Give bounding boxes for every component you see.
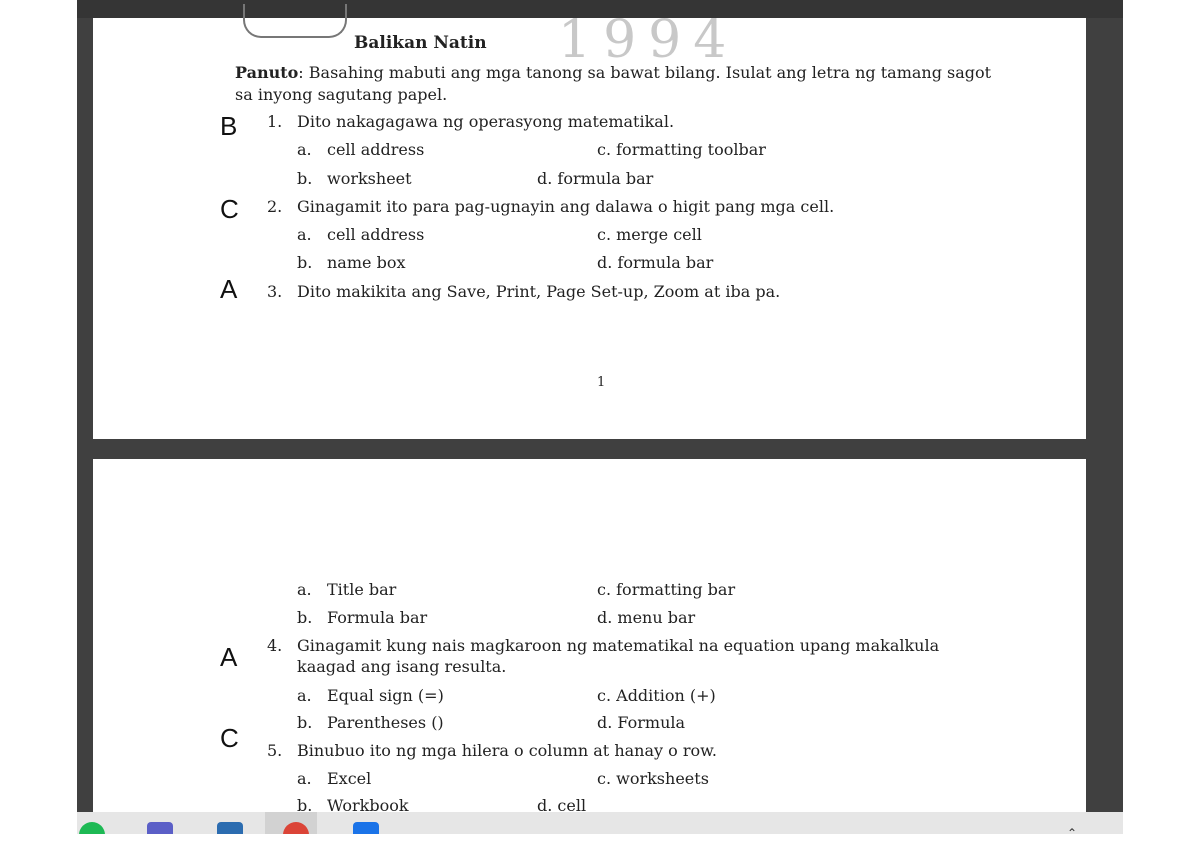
option-c: c. formatting bar — [597, 580, 736, 599]
question-text-2: Ginagamit ito para pag-ugnayin ang dalawa o higit pang mga cell. — [297, 197, 835, 216]
option-d: d. Formula — [597, 713, 686, 732]
monitor-icon[interactable] — [217, 822, 243, 834]
option-b: worksheet — [327, 169, 412, 188]
question-text-5: Binubuo ito ng mga hilera o column at hanay o row. — [297, 741, 718, 760]
option-c: c. merge cell — [597, 225, 702, 244]
option-d: d. formula bar — [597, 253, 714, 272]
option-letter-b: b. — [297, 169, 313, 188]
option-c: c. formatting toolbar — [597, 140, 766, 159]
option-b: name box — [327, 253, 406, 272]
document-viewer[interactable] — [77, 0, 1123, 812]
option-letter-b: b. — [297, 713, 313, 732]
option-a: Title bar — [327, 580, 397, 599]
instruction-label: Panuto — [235, 63, 299, 82]
option-letter-b: b. — [297, 608, 313, 627]
document-page-1 — [93, 10, 1086, 439]
question-text-1: Dito nakagagawa ng operasyong matematikal. — [297, 112, 675, 131]
spotify-icon[interactable] — [79, 822, 105, 834]
option-b: Parentheses () — [327, 713, 444, 732]
question-number-5: 5. — [267, 741, 283, 760]
system-tray-overflow-icon[interactable]: ⌃ — [1066, 826, 1077, 834]
instruction-text: : Basahing mabuti ang mga tanong sa bawat bilang. Isulat ang letra ng tamang sagot — [298, 63, 992, 82]
question-text-4-line-2: kaagad ang isang resulta. — [297, 657, 507, 676]
instruction-line-2: sa inyong sagutang papel. — [235, 85, 448, 104]
option-a: Equal sign (=) — [327, 686, 444, 705]
section-heading: Balikan Natin — [354, 33, 487, 53]
option-d: d. cell — [537, 796, 587, 812]
option-b: Formula bar — [327, 608, 428, 627]
option-d: d. formula bar — [537, 169, 654, 188]
question-number-4: 4. — [267, 636, 283, 655]
handwritten-answer-4: A — [220, 642, 238, 672]
question-text-4: Ginagamit kung nais magkaroon ng matematikal na equation upang makalkula — [297, 636, 940, 655]
info-icon[interactable] — [353, 822, 379, 834]
handwritten-answer-2: C — [220, 194, 239, 224]
handwritten-answer-1: B — [220, 111, 238, 141]
option-letter-a: a. — [297, 140, 312, 159]
option-c: c. worksheets — [597, 769, 709, 788]
option-letter-a: a. — [297, 580, 312, 599]
handwritten-answer-5: C — [220, 723, 239, 753]
year-watermark: 1994 — [558, 10, 739, 70]
option-c: c. Addition (+) — [597, 686, 716, 705]
question-number-1: 1. — [267, 112, 283, 131]
option-b: Workbook — [327, 796, 409, 812]
question-text-3: Dito makikita ang Save, Print, Page Set-up, Zoom at iba pa. — [297, 282, 781, 301]
handwritten-answer-3: A — [220, 274, 238, 304]
option-letter-b: b. — [297, 253, 313, 272]
option-letter-b: b. — [297, 796, 313, 812]
logo-seal-graphic — [243, 4, 347, 38]
option-letter-a: a. — [297, 225, 312, 244]
option-a: cell address — [327, 140, 425, 159]
question-number-2: 2. — [267, 197, 283, 216]
page-number: 1 — [597, 375, 606, 390]
option-letter-a: a. — [297, 769, 312, 788]
option-a: Excel — [327, 769, 372, 788]
question-number-3: 3. — [267, 282, 283, 301]
taskbar — [77, 812, 1123, 834]
option-a: cell address — [327, 225, 425, 244]
document-page-2 — [93, 459, 1086, 812]
instruction-line-1 — [235, 63, 991, 82]
option-letter-a: a. — [297, 686, 312, 705]
option-d: d. menu bar — [597, 608, 696, 627]
teams-icon[interactable] — [147, 822, 173, 834]
